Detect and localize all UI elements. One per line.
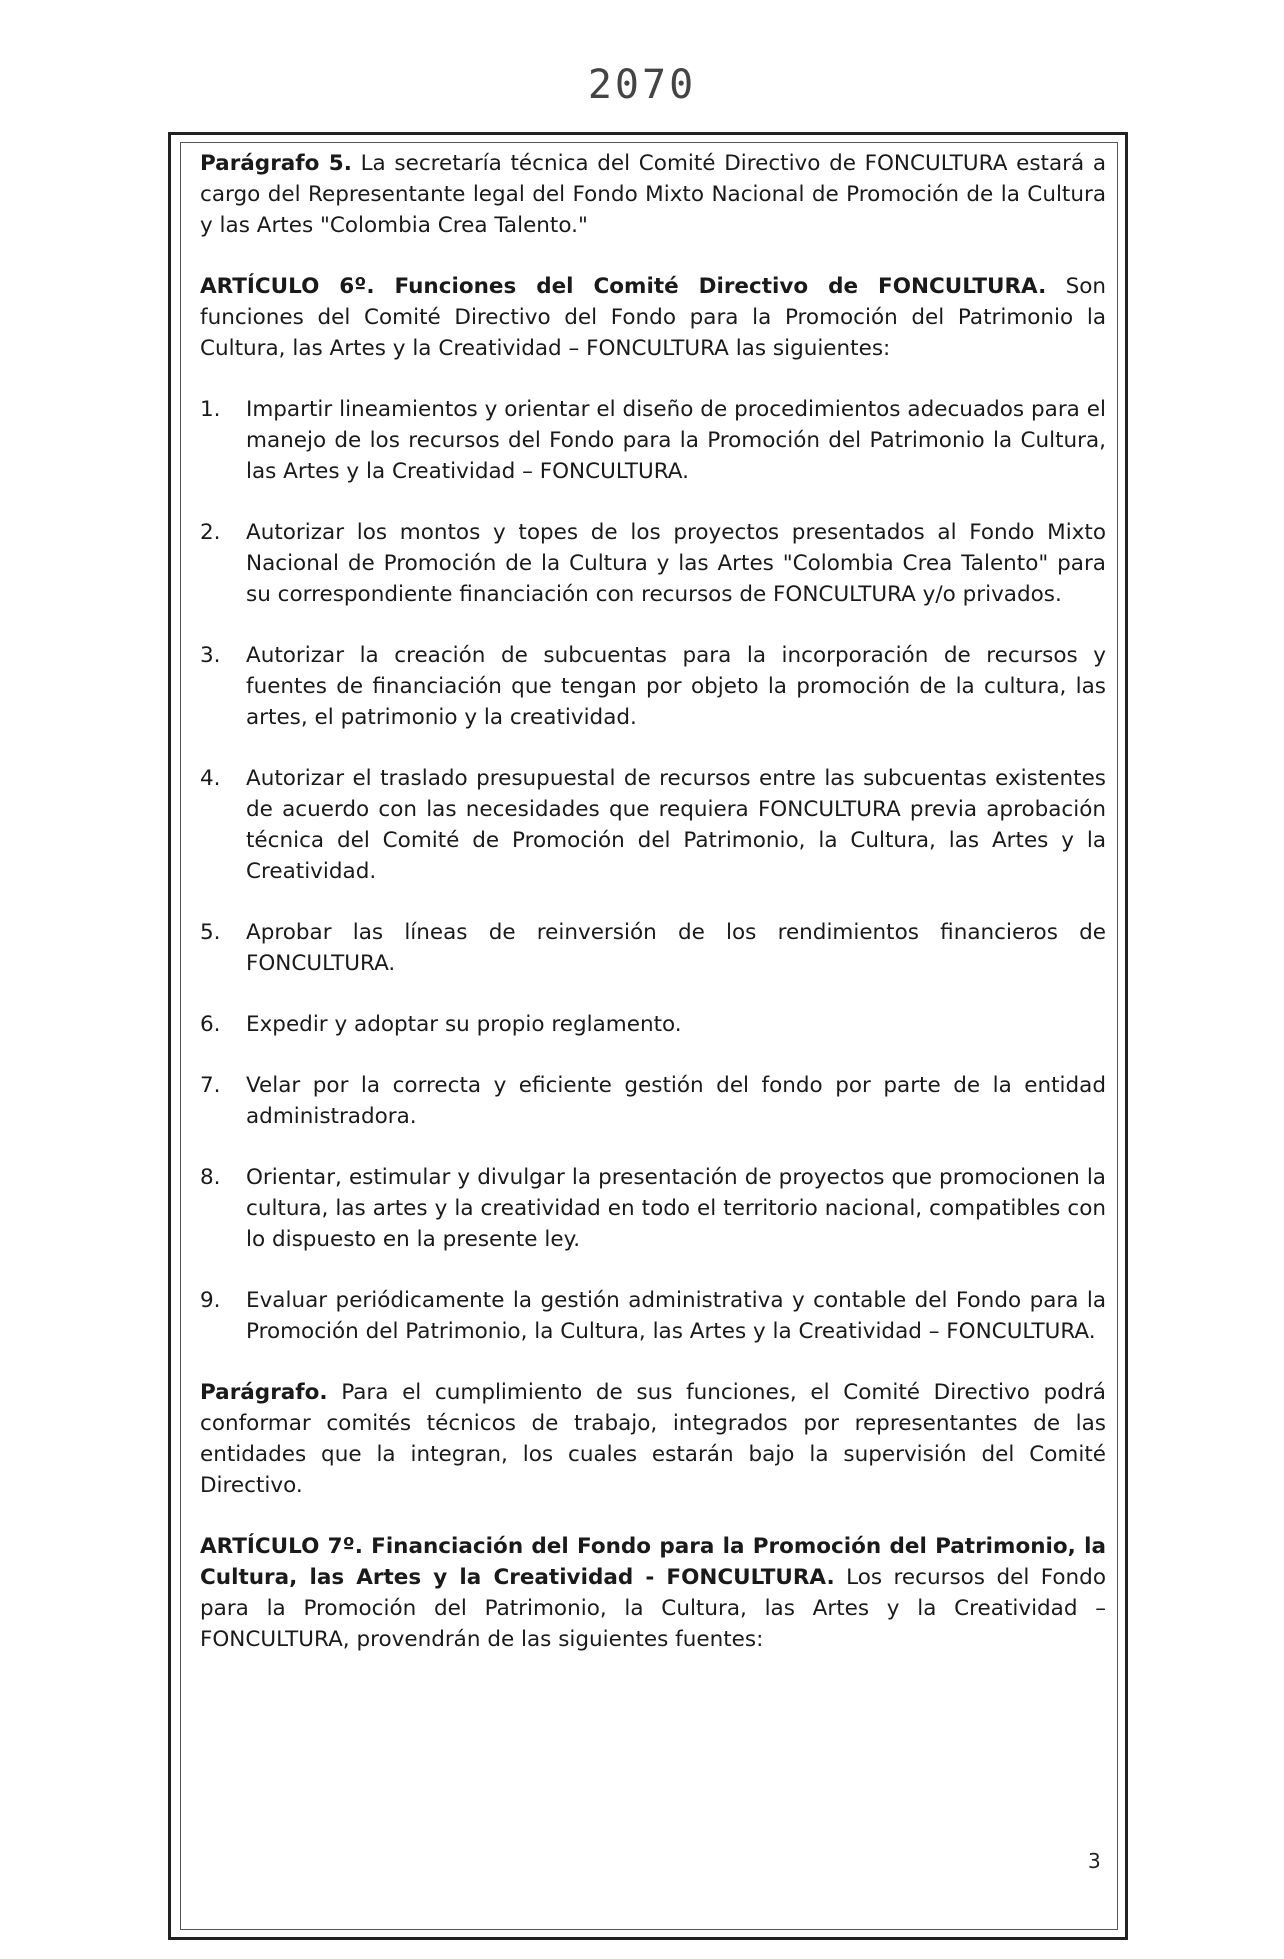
paragrafo-text: Para el cumplimiento de sus funciones, el Comité Directivo podrá conformar comités técnicos de trabajo, integrados por representantes de las entidades que la integran, los cuales estarán bajo la supervisión del Comité Directivo. xyxy=(200,1380,1106,1498)
list-item-text: Expedir y adoptar su propio reglamento. xyxy=(246,1012,682,1037)
list-item-number: 7. xyxy=(200,1073,221,1098)
list-item-text: Autorizar la creación de subcuentas para la incorporación de recursos y fuentes de financiación que tengan por objeto la promoción de la cultura, las artes, el patrimonio y la creatividad. xyxy=(246,643,1106,730)
paragraph-5-heading: Parágrafo 5. xyxy=(200,151,352,176)
article-6-heading: ARTÍCULO 6º. Funciones del Comité Directivo de FONCULTURA. xyxy=(200,274,1047,299)
list-item xyxy=(200,917,1106,979)
list-item-text: Autorizar el traslado presupuestal de recursos entre las subcuentas existentes de acuerdo con las necesidades que requiera FONCULTURA previa aprobación técnica del Comité de Promoción del Patrimonio, la Cultura, las Artes y la Creatividad. xyxy=(246,766,1106,884)
list-item xyxy=(200,517,1106,610)
article-7-text: Los recursos del Fondo para la Promoción del Patrimonio, la Cultura, las Artes y la Creatividad – FONCULTURA, provendrán de las siguientes fuentes: xyxy=(200,1565,1106,1652)
paragrafo-heading: Parágrafo. xyxy=(200,1380,328,1405)
list-item-number: 9. xyxy=(200,1288,221,1313)
paragraph-5 xyxy=(200,148,1106,241)
list-item-text: Impartir lineamientos y orientar el diseño de procedimientos adecuados para el manejo de los recursos del Fondo para la Promoción del Patrimonio la Cultura, las Artes y la Creatividad – FONCULTURA. xyxy=(246,397,1106,484)
list-item-text: Orientar, estimular y divulgar la presentación de proyectos que promocionen la cultura, las artes y la creatividad en todo el territorio nacional, compatibles con lo dispuesto en la presente ley. xyxy=(246,1165,1106,1252)
list-item xyxy=(200,1285,1106,1347)
functions-list xyxy=(200,394,1106,1347)
page-number: 3 xyxy=(1088,1849,1101,1873)
list-item-number: 5. xyxy=(200,920,221,945)
article-7-heading: ARTÍCULO 7º. Financiación del Fondo para la Promoción del Patrimonio, la Cultura, las Artes y la Creatividad - FONCULTURA. xyxy=(200,1534,1106,1590)
list-item-number: 3. xyxy=(200,643,221,668)
list-item xyxy=(200,640,1106,733)
paragrafo xyxy=(200,1377,1106,1501)
article-6-text: Son funciones del Comité Directivo del Fondo para la Promoción del Patrimonio la Cultura, las Artes y la Creatividad – FONCULTURA las siguientes: xyxy=(200,274,1106,361)
article-6 xyxy=(200,271,1106,364)
document-body xyxy=(200,148,1106,1685)
list-item-number: 2. xyxy=(200,520,221,545)
list-item-text: Evaluar periódicamente la gestión administrativa y contable del Fondo para la Promoción del Patrimonio, la Cultura, las Artes y la Creatividad – FONCULTURA. xyxy=(246,1288,1106,1344)
list-item-text: Aprobar las líneas de reinversión de los rendimientos financieros de FONCULTURA. xyxy=(246,920,1106,976)
article-7 xyxy=(200,1531,1106,1655)
list-item-number: 4. xyxy=(200,766,221,791)
list-item xyxy=(200,1162,1106,1255)
list-item-text: Autorizar los montos y topes de los proyectos presentados al Fondo Mixto Nacional de Promoción de la Cultura y las Artes "Colombia Crea Talento" para su correspondiente financiación con recursos de FONCULTURA y/o privados. xyxy=(246,520,1106,607)
list-item xyxy=(200,1070,1106,1132)
page-stamp-number: 2070 xyxy=(587,62,697,108)
list-item-text: Velar por la correcta y eficiente gestión del fondo por parte de la entidad administradora. xyxy=(246,1073,1106,1129)
list-item-number: 8. xyxy=(200,1165,221,1190)
list-item-number: 6. xyxy=(200,1012,221,1037)
list-item xyxy=(200,1009,1106,1040)
list-item xyxy=(200,763,1106,887)
list-item xyxy=(200,394,1106,487)
list-item-number: 1. xyxy=(200,397,221,422)
paragraph-5-text: La secretaría técnica del Comité Directivo de FONCULTURA estará a cargo del Representante legal del Fondo Mixto Nacional de Promoción de la Cultura y las Artes "Colombia Crea Talento." xyxy=(200,151,1107,238)
